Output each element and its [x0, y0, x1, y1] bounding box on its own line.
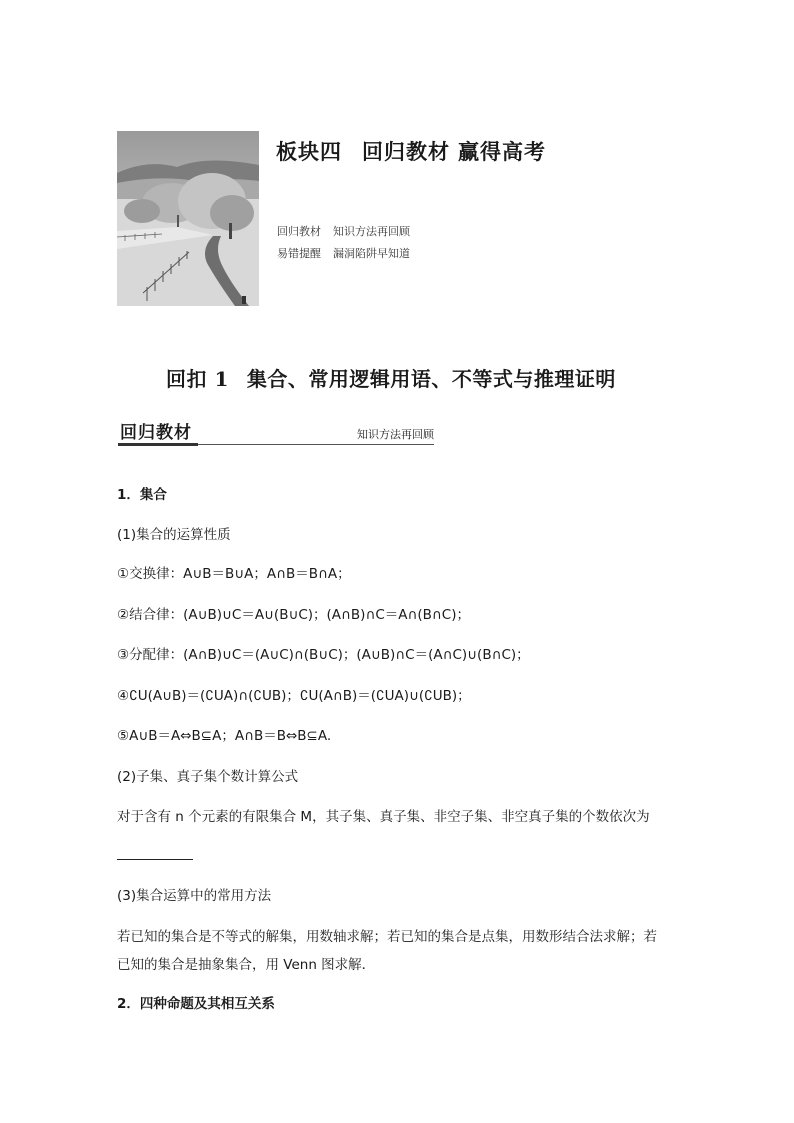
section-underline [118, 443, 198, 446]
text-line: ⑤A∪B＝A⇔B⊆A；A∩B＝B⇔B⊆A. [117, 728, 332, 744]
text-line: 已知的集合是抽象集合，用 Venn 图求解． [117, 957, 376, 973]
heading-propositions: 2．四种命题及其相互关系 [117, 996, 275, 1012]
heading-sets: 1．集合 [117, 487, 167, 503]
block-title [276, 136, 546, 166]
text-line: ①交换律：A∪B＝B∪A；A∩B＝B∩A； [117, 566, 351, 582]
text-line: (3)集合运算中的常用方法 [117, 888, 272, 904]
subtitle-label: 易错提醒 [277, 247, 321, 260]
subtitle-line-1 [277, 223, 410, 239]
section-aside: 知识方法再回顾 [357, 428, 434, 441]
subtitle-text: 知识方法再回顾 [333, 225, 410, 238]
subtitle-label: 回归教材 [277, 225, 321, 238]
section-header [118, 418, 434, 445]
block-title-part: 板块四 [276, 139, 342, 164]
text-line: ④∁U(A∪B)＝(∁UA)∩(∁UB)；∁U(A∩B)＝(∁UA)∪(∁UB)； [117, 688, 471, 704]
text-line: ②结合律：(A∪B)∪C＝A∪(B∪C)；(A∩B)∩C＝A∩(B∩C)； [117, 607, 470, 623]
subtitle-line-2 [277, 245, 410, 261]
subtitle-text: 漏洞陷阱早知道 [333, 247, 410, 260]
text-line: (2)子集、真子集个数计算公式 [117, 769, 299, 785]
landscape-photo [117, 131, 259, 306]
text-line: (1)集合的运算性质 [117, 527, 231, 543]
lesson-topic: 集合、常用逻辑用语、不等式与推理证明 [246, 367, 616, 391]
block-title-part: 赢得高考 [458, 139, 546, 164]
lesson-number: 回扣 1 [166, 367, 229, 391]
text-line: 若已知的集合是不等式的解集，用数轴求解；若已知的集合是点集，用数形结合法求解；若 [117, 929, 657, 945]
block-title-part: 回归教材 [362, 139, 450, 164]
lesson-title [166, 363, 616, 392]
text-line: ③分配律：(A∩B)∪C＝(A∪C)∩(B∪C)；(A∪B)∩C＝(A∩C)∪(B∩C)； [117, 647, 530, 663]
answer-blank [117, 859, 193, 860]
section-title: 回归教材 [120, 423, 192, 443]
text-line: 对于含有 n 个元素的有限集合 M，其子集、真子集、非空子集、非空真子集的个数依次为 [117, 809, 650, 825]
